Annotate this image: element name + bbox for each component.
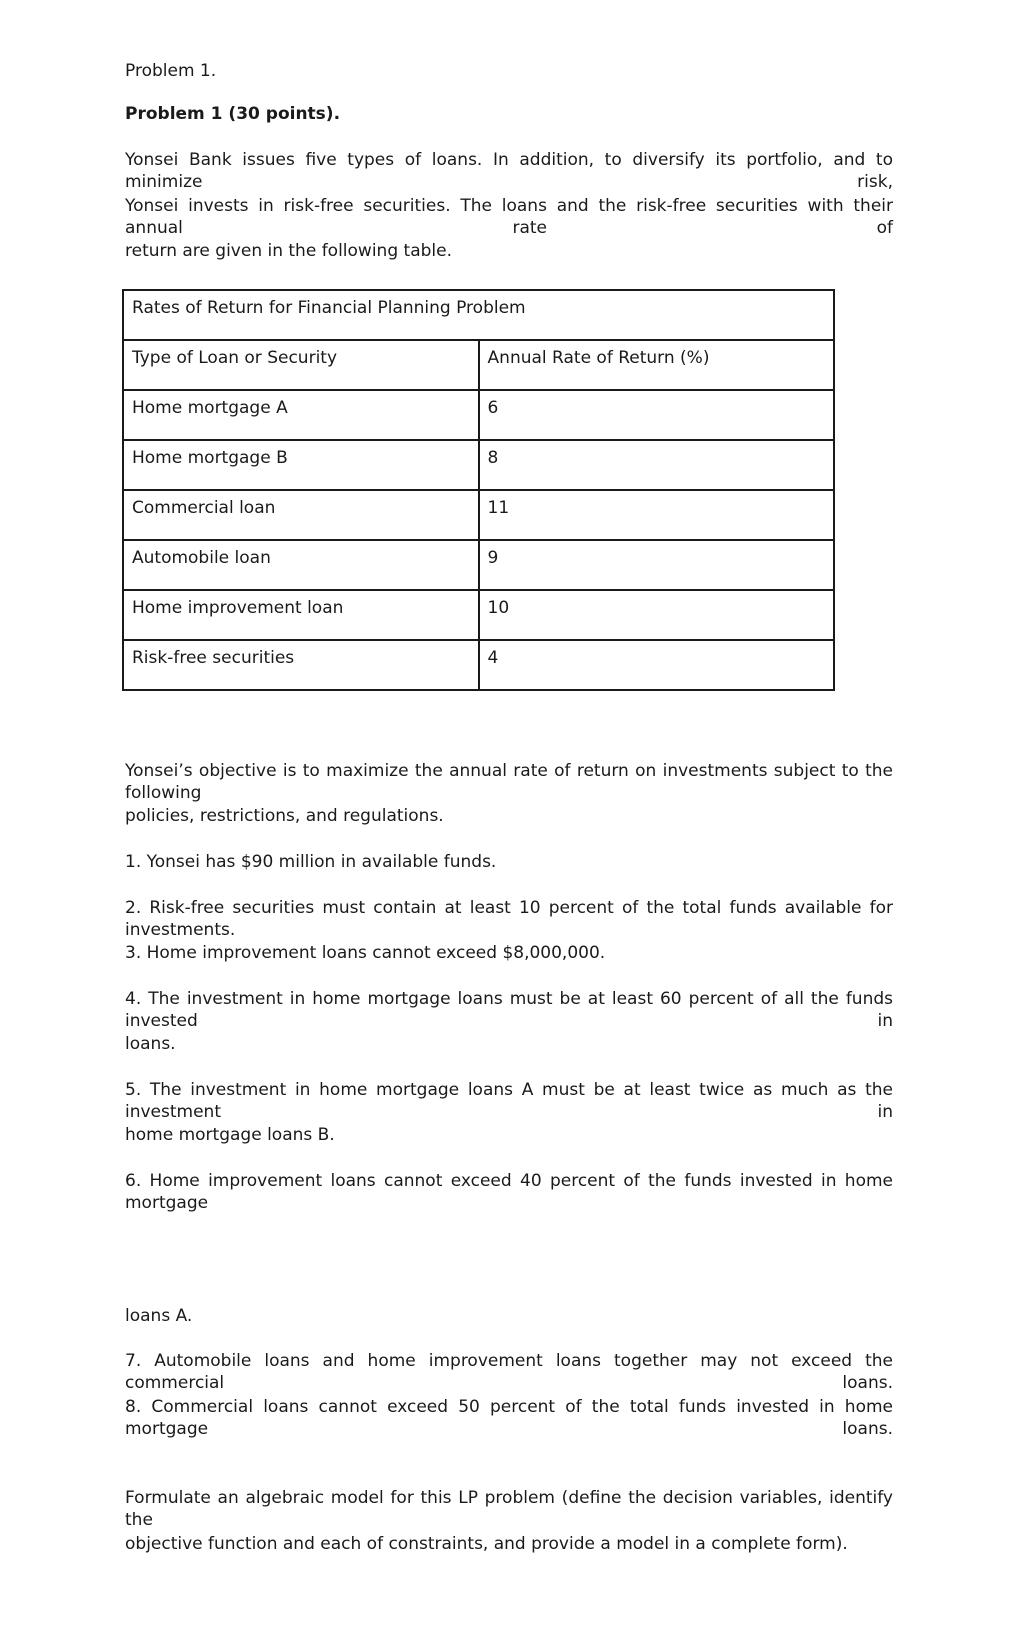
cell-rate: 9	[479, 540, 834, 590]
cell-rate: 8	[479, 440, 834, 490]
cell-type: Automobile loan	[123, 540, 479, 590]
rates-of-return-table	[122, 289, 835, 691]
cell-rate: 4	[479, 640, 834, 690]
table-caption-row	[123, 290, 834, 340]
cell-rate: 11	[479, 490, 834, 540]
objective-line-1: Yonsei’s objective is to maximize the annual rate of return on investments subject to the following	[125, 761, 893, 803]
cell-type: Commercial loan	[123, 490, 479, 540]
page-header: Problem 1.	[125, 61, 217, 81]
constraint-5-line-2: home mortgage loans B.	[125, 1125, 335, 1145]
table-row	[123, 440, 834, 490]
constraint-4-line-2: loans.	[125, 1034, 176, 1054]
intro-line-3: return are given in the following table.	[125, 241, 452, 261]
column-header-rate: Annual Rate of Return (%)	[479, 340, 834, 390]
constraint-3: 3. Home improvement loans cannot exceed $8,000,000.	[125, 943, 606, 963]
table-row	[123, 390, 834, 440]
cell-type: Risk-free securities	[123, 640, 479, 690]
cell-rate: 6	[479, 390, 834, 440]
objective-line-2: policies, restrictions, and regulations.	[125, 806, 444, 826]
constraint-6-line-1: 6. Home improvement loans cannot exceed 40 percent of the funds invested in home mortgage	[125, 1171, 893, 1213]
cell-type: Home improvement loan	[123, 590, 479, 640]
table-row	[123, 590, 834, 640]
task-line-1: Formulate an algebraic model for this LP problem (define the decision variables, identify the	[125, 1488, 893, 1530]
constraint-6-line-2: loans A.	[125, 1306, 193, 1326]
cell-type: Home mortgage B	[123, 440, 479, 490]
column-header-type: Type of Loan or Security	[123, 340, 479, 390]
problem-title: Problem 1 (30 points).	[125, 104, 341, 124]
constraint-4-line-1: 4. The investment in home mortgage loans must be at least 60 percent of all the funds invested in	[125, 989, 893, 1031]
cell-type: Home mortgage A	[123, 390, 479, 440]
constraint-5-line-1: 5. The investment in home mortgage loans A must be at least twice as much as the investment in	[125, 1080, 893, 1122]
table-caption: Rates of Return for Financial Planning Problem	[123, 290, 834, 340]
cell-rate: 10	[479, 590, 834, 640]
table-row	[123, 640, 834, 690]
table-row	[123, 540, 834, 590]
task-line-2: objective function and each of constraints, and provide a model in a complete form).	[125, 1534, 848, 1554]
table-header-row	[123, 340, 834, 390]
constraint-8: 8. Commercial loans cannot exceed 50 percent of the total funds invested in home mortgage loans.	[125, 1397, 893, 1439]
constraint-2: 2. Risk-free securities must contain at least 10 percent of the total funds available for investments.	[125, 898, 893, 940]
table-row	[123, 490, 834, 540]
constraint-7: 7. Automobile loans and home improvement loans together may not exceed the commercial loans.	[125, 1351, 893, 1393]
intro-line-2: Yonsei invests in risk-free securities. The loans and the risk-free securities with their annual rate of	[125, 196, 893, 238]
intro-line-1: Yonsei Bank issues five types of loans. In addition, to diversify its portfolio, and to minimize risk,	[125, 150, 893, 192]
constraint-1: 1. Yonsei has $90 million in available funds.	[125, 852, 497, 872]
